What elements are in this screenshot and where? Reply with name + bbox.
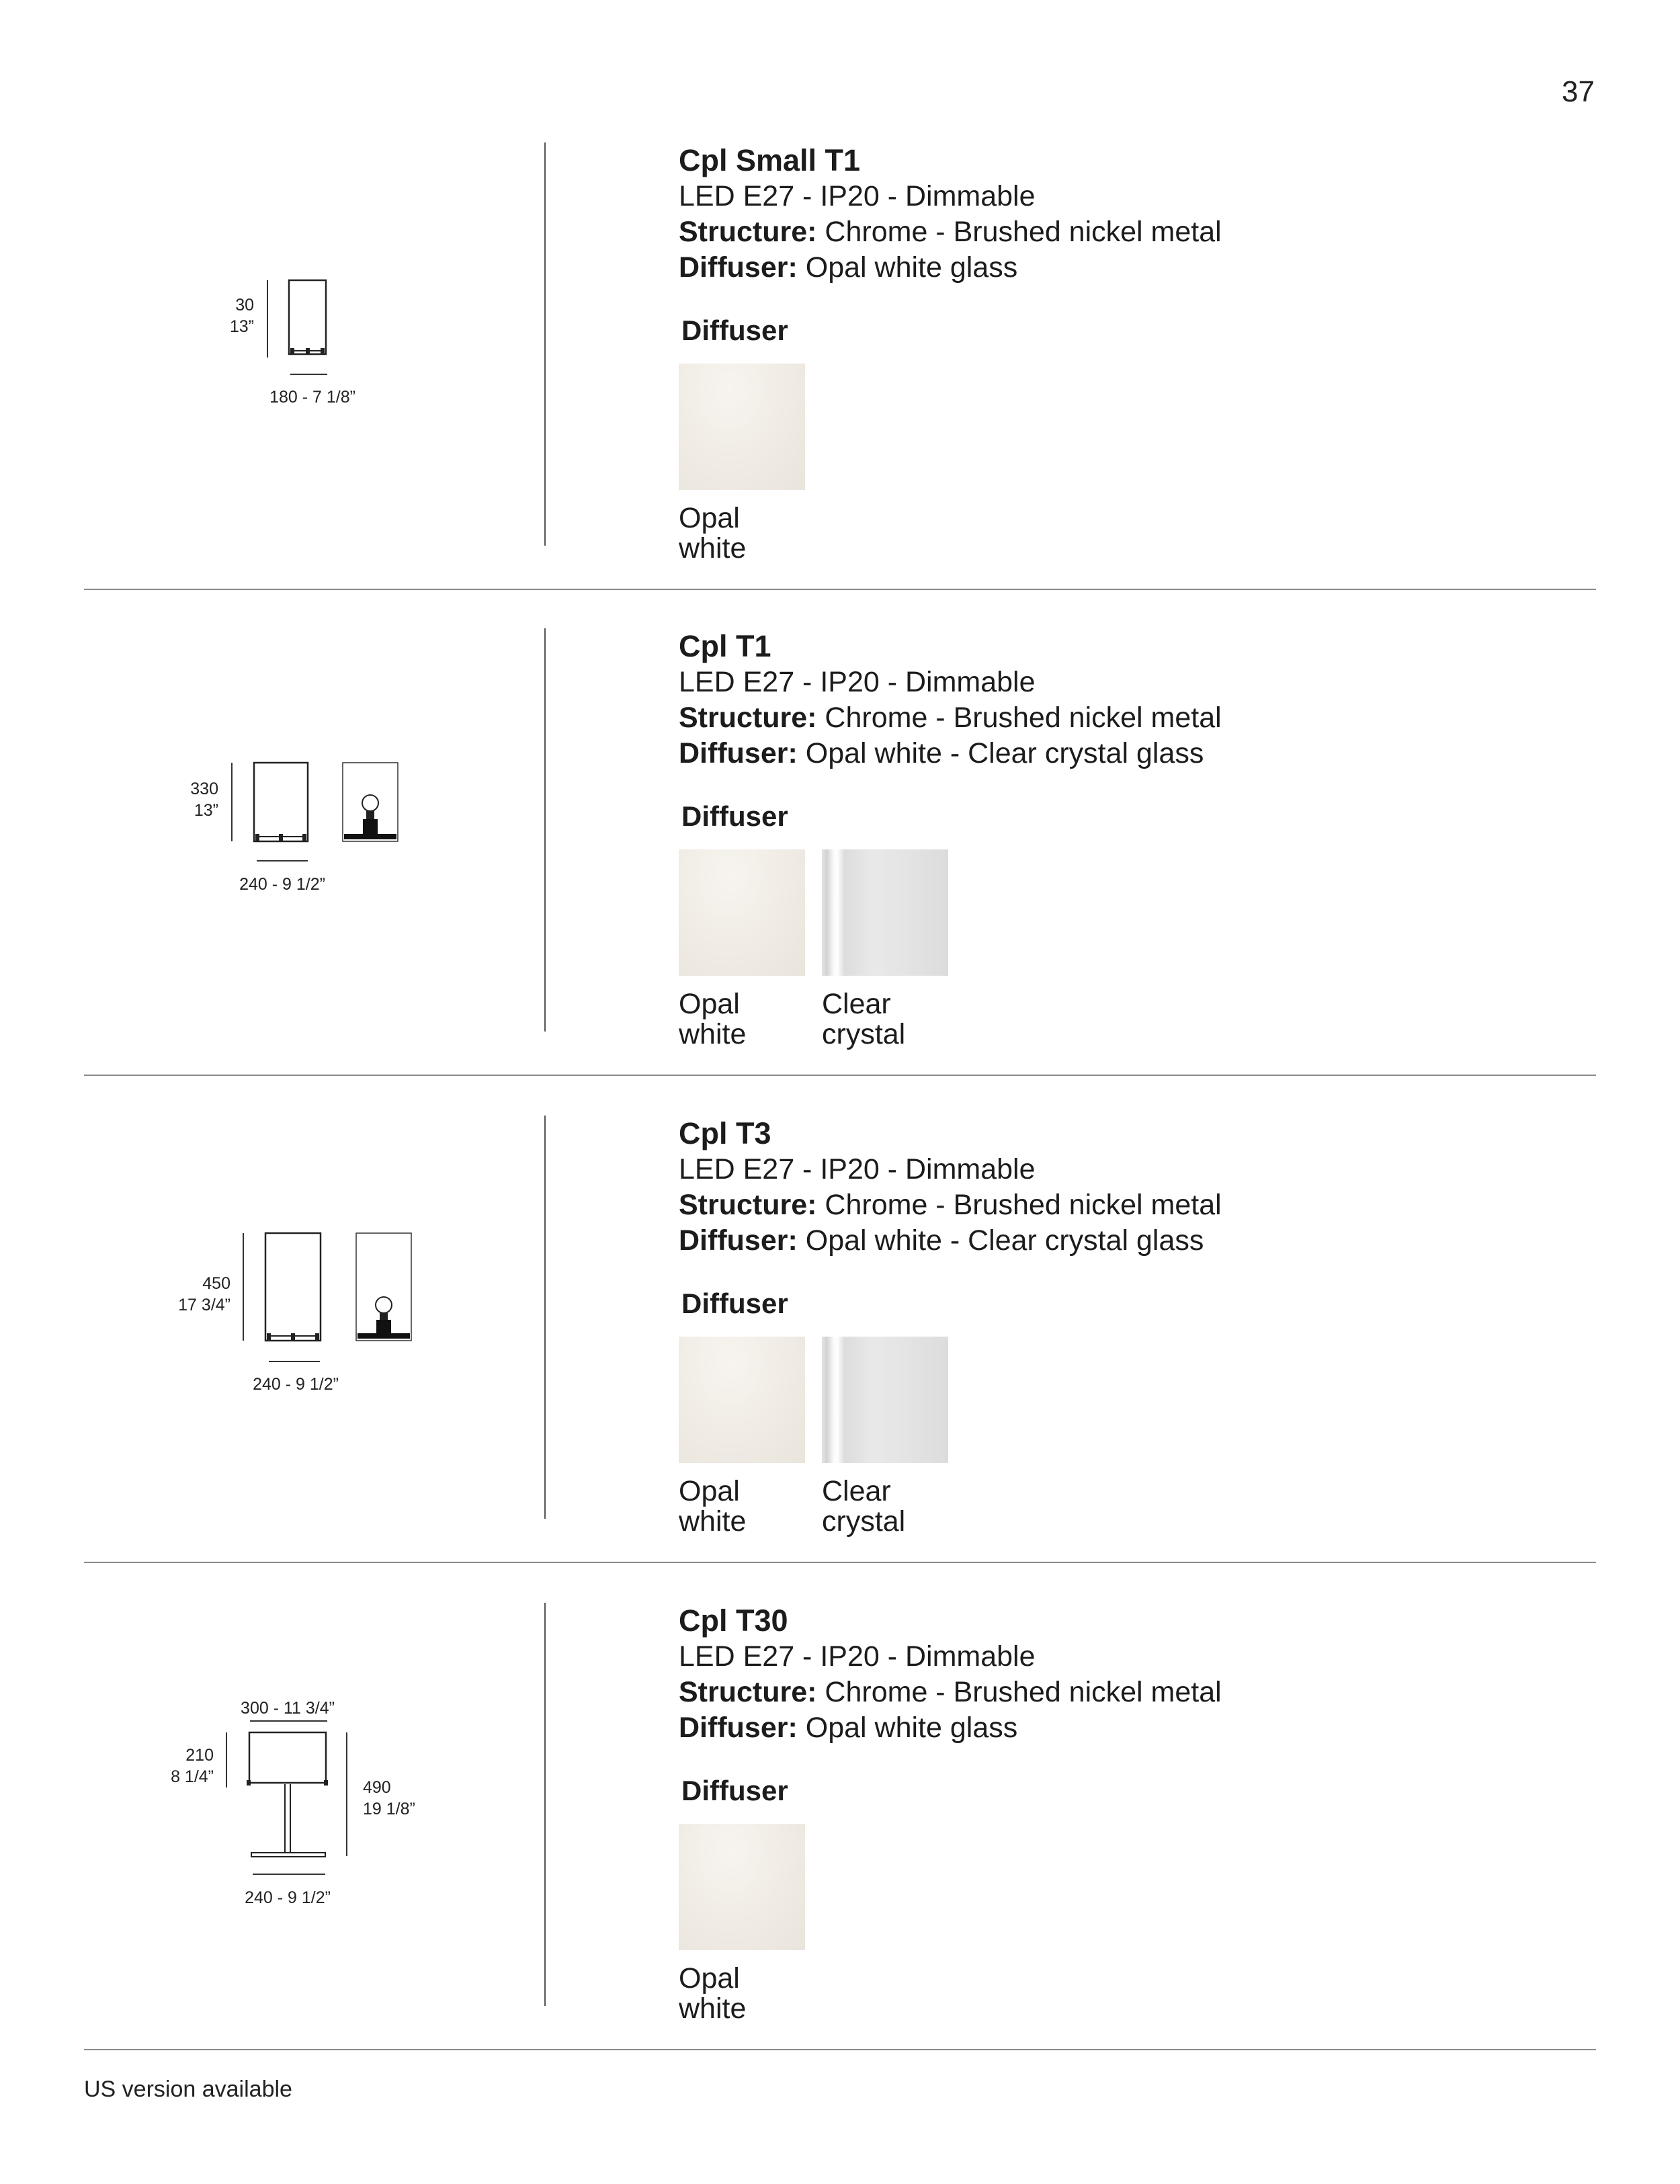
diffuser-line: Diffuser: Opal white glass: [679, 251, 1018, 284]
vertical-divider: [544, 142, 546, 546]
vertical-divider: [544, 1116, 546, 1519]
lamp-shade: [249, 1732, 326, 1783]
section-divider: [84, 1075, 1596, 1076]
vertical-divider: [544, 1603, 546, 2006]
width-label: 180 - 7 1/8”: [269, 388, 355, 407]
diffuser-line: Diffuser: Opal white glass: [679, 1712, 1018, 1744]
product-info: [679, 142, 1552, 564]
structure-line: Structure: Chrome - Brushed nickel metal: [679, 702, 1222, 734]
diffuser-value: Opal white - Clear crystal glass: [805, 1224, 1204, 1257]
swatch-opal-white: [679, 364, 805, 564]
swatch-clear-crystal: [822, 849, 948, 1050]
diffuser-heading: Diffuser: [681, 800, 788, 832]
structure-value: Chrome - Brushed nickel metal: [825, 216, 1222, 248]
height-in-label: 13”: [194, 801, 218, 820]
product-name: Cpl T1: [679, 629, 771, 663]
height-mm-label: 450: [202, 1274, 230, 1293]
diffuser-heading: Diffuser: [681, 314, 788, 346]
total-height-in-label: 19 1/8”: [363, 1800, 415, 1818]
swatch-color: [679, 849, 805, 976]
height-mm-label: 30: [235, 296, 254, 314]
product-spec: LED E27 - IP20 - Dimmable: [679, 666, 1036, 698]
swatch-list: [679, 1337, 1552, 1537]
swatch-label: Opal white: [679, 988, 747, 1050]
diffuser-value: Opal white - Clear crystal glass: [805, 737, 1204, 769]
swatch-color: [679, 1824, 805, 1950]
dimension-drawing: [0, 1116, 538, 1519]
dimension-drawing: [0, 142, 538, 546]
product-name: Cpl T30: [679, 1603, 788, 1638]
structure-value: Chrome - Brushed nickel metal: [825, 1189, 1222, 1221]
product-info: [679, 1603, 1552, 2024]
swatch-opal-white: [679, 1824, 805, 2024]
height-mm-label: 330: [190, 780, 218, 798]
diffuser-heading: Diffuser: [681, 1288, 788, 1319]
swatch-color: [822, 1337, 948, 1463]
product-section-cpl-t3: [0, 1116, 1680, 1599]
swatch-color: [679, 1337, 805, 1463]
structure-line: Structure: Chrome - Brushed nickel metal: [679, 1676, 1222, 1708]
diffuser-line: Diffuser: Opal white - Clear crystal glass: [679, 737, 1204, 769]
swatch-color: [822, 849, 948, 976]
product-info: [679, 628, 1552, 1050]
section-divider: [84, 589, 1596, 590]
swatch-opal-white: [679, 1337, 805, 1537]
page-number: 37: [1562, 75, 1595, 108]
swatch-label: Opal white: [679, 1475, 747, 1538]
product-name: Cpl T3: [679, 1116, 771, 1150]
swatch-label: Opal white: [679, 1962, 747, 2025]
structure-line: Structure: Chrome - Brushed nickel metal: [679, 1189, 1222, 1221]
base-width-label: 240 - 9 1/2”: [245, 1888, 331, 1907]
product-section-cpl-t1: [0, 628, 1680, 1112]
lamp-outline-opal: [265, 1233, 321, 1341]
product-section-cpl-t30: [0, 1603, 1680, 2087]
lamp-base: [251, 1853, 325, 1857]
product-section-cpl-small-t1: [0, 142, 1680, 626]
section-divider: [84, 2049, 1596, 2050]
shade-height-in-label: 8 1/4”: [171, 1767, 214, 1786]
height-in-label: 17 3/4”: [178, 1296, 230, 1314]
dimension-drawing: [0, 628, 538, 1032]
swatch-label: Clear crystal: [822, 1475, 906, 1538]
swatch-opal-white: [679, 849, 805, 1050]
width-label: 240 - 9 1/2”: [253, 1375, 339, 1394]
structure-line: Structure: Chrome - Brushed nickel metal: [679, 216, 1222, 248]
height-in-label: 13”: [229, 317, 254, 336]
shade-height-mm-label: 210: [185, 1746, 214, 1765]
dimension-drawing: [0, 1603, 538, 2006]
swatch-list: [679, 849, 1552, 1050]
structure-value: Chrome - Brushed nickel metal: [825, 1676, 1222, 1708]
product-info: [679, 1116, 1552, 1537]
product-spec: LED E27 - IP20 - Dimmable: [679, 1153, 1036, 1185]
footer-note: US version available: [84, 2076, 292, 2102]
swatch-list: [679, 1824, 1552, 2024]
section-divider: [84, 1562, 1596, 1563]
swatch-clear-crystal: [822, 1337, 948, 1537]
diffuser-value: Opal white glass: [805, 251, 1018, 284]
vertical-divider: [544, 628, 546, 1032]
width-label: 240 - 9 1/2”: [239, 875, 325, 894]
lamp-outline: [289, 280, 326, 354]
structure-value: Chrome - Brushed nickel metal: [825, 702, 1222, 734]
product-spec: LED E27 - IP20 - Dimmable: [679, 1640, 1036, 1673]
product-name: Cpl Small T1: [679, 143, 861, 177]
total-height-mm-label: 490: [363, 1778, 391, 1797]
swatch-color: [679, 364, 805, 490]
product-spec: LED E27 - IP20 - Dimmable: [679, 180, 1036, 212]
diffuser-heading: Diffuser: [681, 1775, 788, 1806]
swatch-list: [679, 364, 1552, 564]
swatch-label: Clear crystal: [822, 988, 906, 1050]
diffuser-line: Diffuser: Opal white - Clear crystal glass: [679, 1224, 1204, 1257]
swatch-label: Opal white: [679, 502, 747, 564]
lamp-outline-opal: [254, 763, 308, 841]
diffuser-value: Opal white glass: [805, 1712, 1018, 1744]
top-width-label: 300 - 11 3/4”: [241, 1699, 335, 1718]
